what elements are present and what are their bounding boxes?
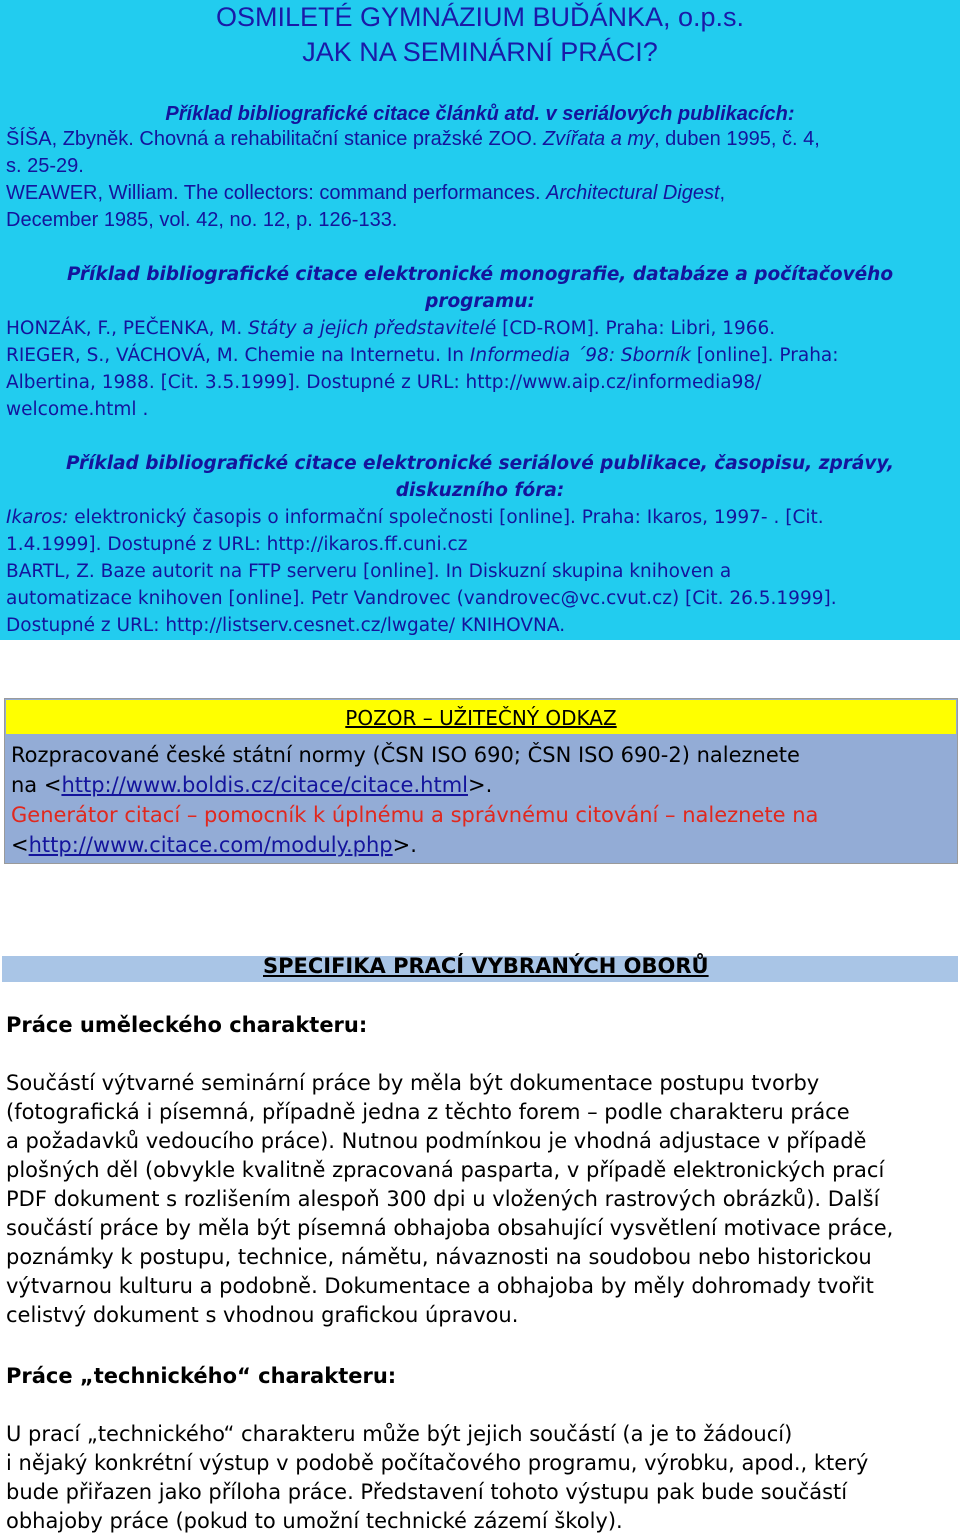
- art-line: poznámky k postupu, technice, námětu, návaznosti na soudobou nebo historickou: [6, 1245, 872, 1269]
- art-line: výtvarnou kulturu a podobně. Dokumentace a obhajoba by měly dohromady tvořit: [6, 1274, 874, 1298]
- citation-examples-block: [0, 0, 960, 640]
- useful-link-title-bar: [6, 700, 956, 734]
- art-line: Součástí výtvarné seminární práce by měla být dokumentace postupu tvorby: [6, 1071, 820, 1095]
- boldis-link[interactable]: http://www.boldis.cz/citace/citace.html: [61, 773, 468, 797]
- monograph-citation-heading: Příklad bibliografické citace elektronické monografie, databáze a počítačového: [66, 264, 894, 285]
- tech-line: i nějaký konkrétní výstup v podobě počítačového programu, výrobku, apod., který: [6, 1451, 869, 1475]
- tech-line: bude přiřazen jako příloha práce. Představení tohoto výstupu pak bude součástí: [6, 1480, 848, 1504]
- tech-heading: Práce „technického“ charakteru:: [6, 1364, 397, 1388]
- norms-text: Rozpracované české státní normy (ČSN ISO 690; ČSN ISO 690-2) naleznete: [11, 743, 800, 767]
- eserial-citation-heading: Příklad bibliografické citace elektronické seriálové publikace, časopisu, zprávy,: [65, 453, 895, 474]
- spec-title: SPECIFIKA PRACÍ VYBRANÝCH OBORŮ: [263, 954, 709, 978]
- serial-ref-weawer-details: December 1985, vol. 42, no. 12, p. 126-133.: [6, 209, 398, 231]
- monograph-ref-rieger: RIEGER, S., VÁCHOVÁ, M. Chemie na Internetu. In Informedia ´98: Sborník [online]. Praha:: [6, 345, 839, 366]
- useful-link-box: [4, 698, 958, 864]
- generator-text: Generátor citací – pomocník k úplnému a správnému citování – naleznete na: [11, 803, 819, 827]
- useful-link-title: POZOR – UŽITEČNÝ ODKAZ: [345, 706, 617, 730]
- eserial-ref-bartl-cont: automatizace knihoven [online]. Petr Vandrovec (vandrovec@vc.cvut.cz) [Cit. 26.5.1999].: [6, 588, 837, 609]
- serial-ref-sisa-pages: s. 25-29.: [6, 155, 84, 177]
- norms-link-line: na <http://www.boldis.cz/citace/citace.html>.: [11, 773, 493, 797]
- page-title: JAK NA SEMINÁRNÍ PRÁCI?: [302, 37, 658, 67]
- eserial-ref-bartl-end: Dostupné z URL: http://listserv.cesnet.cz/lwgate/ KNIHOVNA.: [6, 615, 566, 636]
- serial-ref-weawer: WEAWER, William. The collectors: command performances. Architectural Digest,: [6, 182, 726, 204]
- art-line: celistvý dokument s vhodnou grafickou úpravou.: [6, 1303, 519, 1327]
- eserial-ref-ikaros: Ikaros: elektronický časopis o informační společnosti [online]. Praha: Ikaros, 1997- . [Cit.: [6, 507, 824, 528]
- art-line: součástí práce by měla být písemná obhajoba obsahující vysvětlení motivace práce,: [6, 1216, 894, 1240]
- art-line: (fotografická i písemná, případně jedna z těchto forem – podle charakteru práce: [6, 1100, 850, 1124]
- monograph-ref-rieger-cont: Albertina, 1988. [Cit. 3.5.1999]. Dostupné z URL: http://www.aip.cz/informedia98/: [6, 372, 762, 393]
- tech-line: U prací „technického“ charakteru může být jejich součástí (a je to žádoucí): [6, 1422, 793, 1446]
- monograph-citation-heading-cont: programu:: [425, 291, 535, 312]
- school-name: OSMILETÉ GYMNÁZIUM BUĎÁNKA, o.p.s.: [215, 2, 745, 32]
- art-heading: Práce uměleckého charakteru:: [6, 1013, 368, 1037]
- eserial-citation-heading-cont: diskuzního fóra:: [395, 480, 565, 501]
- art-line: a požadavků vedoucího práce). Nutnou podmínkou je vhodná adjustace v případě: [6, 1129, 867, 1153]
- generator-link-line: <http://www.citace.com/moduly.php>.: [11, 833, 417, 857]
- art-line: PDF dokument s rozlišením alespoň 300 dpi u vložených rastrových obrázků). Další: [6, 1187, 880, 1211]
- serial-citation-heading: Příklad bibliografické citace článků atd. v seriálových publikacích:: [165, 103, 795, 125]
- tech-line: obhajoby práce (pokud to umožní technické zázemí školy).: [6, 1509, 623, 1533]
- eserial-ref-bartl: BARTL, Z. Baze autorit na FTP serveru [online]. In Diskuzní skupina knihoven a: [6, 561, 732, 582]
- monograph-ref-rieger-end: welcome.html .: [6, 399, 149, 420]
- citace-link[interactable]: http://www.citace.com/moduly.php: [28, 833, 393, 857]
- monograph-ref-honzak: HONZÁK, F., PEČENKA, M. Státy a jejich představitelé [CD-ROM]. Praha: Libri, 1966.: [6, 318, 776, 339]
- art-line: plošných děl (obvykle kvalitně zpracovaná pasparta, v případě elektronických prací: [6, 1158, 885, 1182]
- serial-ref-sisa: ŠÍŠA, Zbyněk. Chovná a rehabilitační stanice pražské ZOO. Zvířata a my, duben 1995, č. 4,: [6, 128, 820, 150]
- eserial-ref-ikaros-cont: 1.4.1999]. Dostupné z URL: http://ikaros.ff.cuni.cz: [6, 534, 468, 555]
